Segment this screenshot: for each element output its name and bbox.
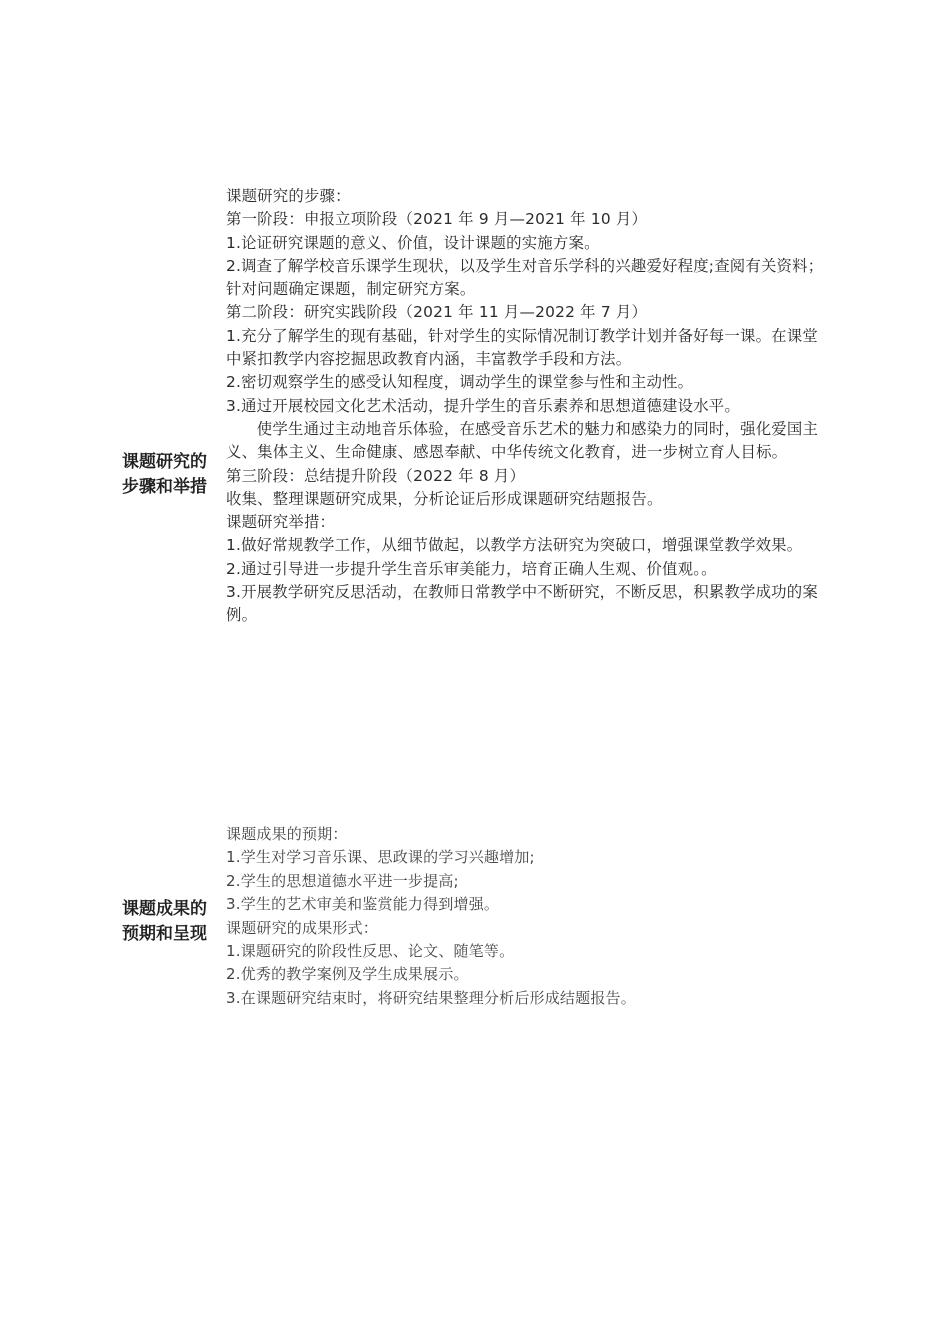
paragraph: 1.论证研究课题的意义、价值，设计课题的实施方案。: [226, 233, 600, 252]
section-label-line: 课题成果的: [122, 899, 207, 919]
paragraph: 3.通过开展校园文化艺术活动，提升学生的音乐素养和思想道德建设水平。: [226, 396, 740, 415]
list-item: 3.在课题研究结束时，将研究结果整理分析后形成结题报告。: [226, 988, 636, 1007]
paragraph: 1.做好常规教学工作，从细节做起，以教学方法研究为突破口，增强课堂教学效果。: [226, 536, 803, 555]
list-item: 1.学生对学习音乐课、思政课的学习兴趣增加;: [226, 848, 535, 867]
results-content: [226, 823, 826, 1010]
section-label-steps: [122, 450, 224, 500]
list-item: 3.学生的艺术审美和鉴赏能力得到增强。: [226, 895, 500, 914]
expectation-heading: 课题成果的预期：: [226, 825, 348, 843]
steps-heading: 课题研究的步骤：: [226, 187, 351, 205]
result-form-heading: 课题研究的成果形式：: [226, 918, 379, 937]
list-item: 2.优秀的教学案例及学生成果展示。: [226, 965, 469, 984]
paragraph: 2.调查了解学校音乐课学生现状，以及学生对音乐学科的兴趣爱好程度;查阅有关资料；针对问题确定课题，制定研究方案。: [226, 256, 824, 299]
paragraph: 使学生通过主动地音乐体验，在感受音乐艺术的魅力和感染力的同时，强化爱国主义、集体主义、生命健康、感恩奉献、中华传统文化教育，进一步树立育人目标。: [226, 419, 819, 462]
paragraph: 2.通过引导进一步提升学生音乐审美能力，培育正确人生观、价值观。。: [226, 559, 717, 578]
paragraph: 3.开展教学研究反思活动，在教师日常教学中不断研究，不断反思，积累教学成功的案例。: [226, 583, 818, 625]
stage-one-heading: 第一阶段：申报立项阶段（2021 年 9 月—2021 年 10 月）: [226, 210, 648, 229]
paragraph: 1.充分了解学生的现有基础，针对学生的实际情况制订教学计划并备好每一课。在课堂中紧扣教学内容挖掘思政教育内涵，丰富教学手段和方法。: [226, 326, 818, 369]
stage-two-heading: 第二阶段：研究实践阶段（2021 年 11 月—2022 年 7 月）: [226, 303, 648, 322]
section-label-line: 预期和呈现: [122, 924, 207, 944]
steps-content: [226, 185, 826, 628]
paragraph: 2.密切观察学生的感受认知程度，调动学生的课堂参与性和主动性。: [226, 373, 694, 392]
section-label-results: [122, 897, 224, 947]
paragraph: 收集、整理课题研究成果，分析论证后形成课题研究结题报告。: [226, 489, 663, 508]
measures-heading: 课题研究举措：: [226, 513, 336, 532]
list-item: 2.学生的思想道德水平进一步提高;: [226, 871, 459, 890]
section-label-line: 步骤和举措: [122, 477, 207, 497]
list-item: 1.课题研究的阶段性反思、论文、随笔等。: [226, 942, 515, 961]
stage-three-heading: 第三阶段：总结提升阶段（2022 年 8 月）: [226, 466, 526, 485]
section-label-line: 课题研究的: [122, 452, 207, 472]
